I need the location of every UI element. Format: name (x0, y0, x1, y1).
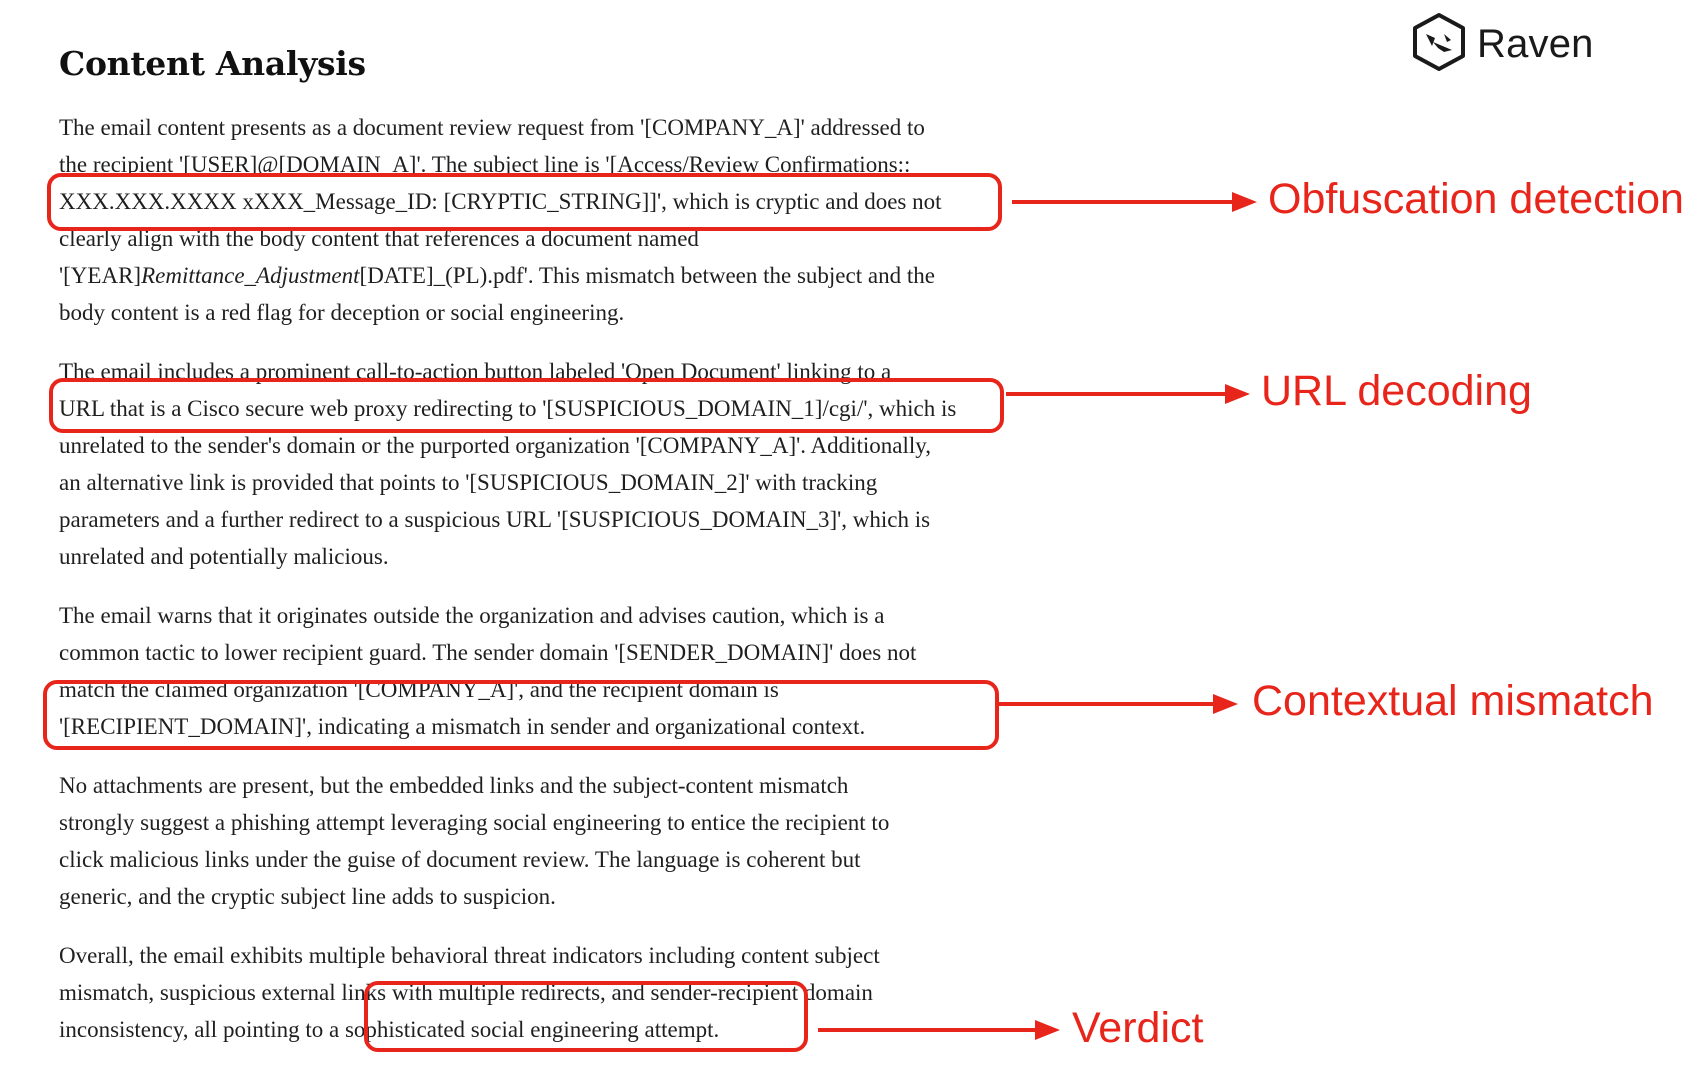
verdict-arrow-icon (818, 1018, 1060, 1042)
text-segment: No attachments are present, but the embedded links and the subject-content mismatch (59, 773, 849, 798)
text-line (59, 538, 1019, 575)
page-title: Content Analysis (59, 44, 366, 83)
text-line (59, 501, 1019, 538)
text-segment: inconsistency, all pointing to a sophisticated social engineering attempt. (59, 1017, 720, 1042)
text-segment: clearly align with the body content that references a document named (59, 226, 699, 251)
obfuscation-arrow-icon (1012, 190, 1257, 214)
text-segment: match the claimed organization '[COMPANY_A]', and the recipient domain is (59, 677, 779, 702)
text-segment: parameters and a further redirect to a suspicious URL '[SUSPICIOUS_DOMAIN_3]', which is (59, 507, 931, 532)
text-segment: The email includes a prominent call-to-action button labeled 'Open Document' linking to a (59, 359, 892, 384)
text-line (59, 109, 1019, 146)
text-line (59, 464, 1019, 501)
text-line (59, 841, 1019, 878)
text-segment: URL that is a Cisco secure web proxy redirecting to '[SUSPICIOUS_DOMAIN_1]/cgi/', which is (59, 396, 957, 421)
text-line (59, 767, 1019, 804)
text-segment: '[RECIPIENT_DOMAIN]', indicating a mismatch in sender and organizational context. (59, 714, 866, 739)
text-segment: mismatch, suspicious external links with multiple redirects, and sender-recipient domain (59, 980, 873, 1005)
text-line (59, 804, 1019, 841)
text-segment: Overall, the email exhibits multiple behavioral threat indicators including content subject (59, 943, 880, 968)
text-segment: XXX.XXX.XXXX xXXX_Message_ID: [CRYPTIC_STRING]]', which is cryptic and does not (59, 189, 942, 214)
url-decoding-highlight-box (49, 378, 1004, 433)
callout-url-decoding: URL decoding (1261, 367, 1532, 415)
text-segment: unrelated to the sender's domain or the purported organization '[COMPANY_A]'. Additionally, (59, 433, 932, 458)
text-segment: generic, and the cryptic subject line adds to suspicion. (59, 884, 556, 909)
obfuscation-highlight-box (47, 173, 1002, 231)
text-segment: '[YEAR] (59, 263, 142, 288)
raven-logo-icon (1411, 12, 1467, 77)
contextual-mismatch-highlight-box (43, 680, 999, 750)
italic-text: Remittance_Adjustment (141, 263, 360, 288)
verdict-highlight-box (364, 981, 808, 1052)
brand-logo (1411, 14, 1594, 74)
text-segment: an alternative link is provided that points to '[SUSPICIOUS_DOMAIN_2]' with tracking (59, 470, 878, 495)
url-decoding-arrow-icon (1006, 382, 1250, 406)
paragraph-4 (59, 767, 1019, 915)
text-segment: unrelated and potentially malicious. (59, 544, 389, 569)
text-line (59, 937, 1019, 974)
brand-name: Raven (1477, 21, 1594, 66)
text-segment: click malicious links under the guise of document review. The language is coherent but (59, 847, 861, 872)
text-segment: strongly suggest a phishing attempt leveraging social engineering to entice the recipient to (59, 810, 890, 835)
text-line (59, 257, 1019, 294)
text-segment: The email content presents as a document review request from '[COMPANY_A]' addressed to (59, 115, 925, 140)
text-line (59, 878, 1019, 915)
callout-contextual-mismatch: Contextual mismatch (1252, 677, 1654, 725)
text-segment: common tactic to lower recipient guard. The sender domain '[SENDER_DOMAIN]' does not (59, 640, 917, 665)
callout-obfuscation-detection: Obfuscation detection (1268, 175, 1684, 223)
text-segment: [DATE]_(PL).pdf'. This mismatch between the subject and the (359, 263, 935, 288)
text-segment: body content is a red flag for deception or social engineering. (59, 300, 625, 325)
text-line (59, 597, 1019, 634)
text-line (59, 634, 1019, 671)
callout-verdict: Verdict (1072, 1004, 1204, 1052)
text-line (59, 294, 1019, 331)
contextual-mismatch-arrow-icon (999, 692, 1238, 716)
text-segment: The email warns that it originates outside the organization and advises caution, which is a (59, 603, 885, 628)
text-segment: the recipient '[USER]@[DOMAIN_A]'. The subject line is '[Access/Review Confirmations:: (59, 152, 911, 177)
